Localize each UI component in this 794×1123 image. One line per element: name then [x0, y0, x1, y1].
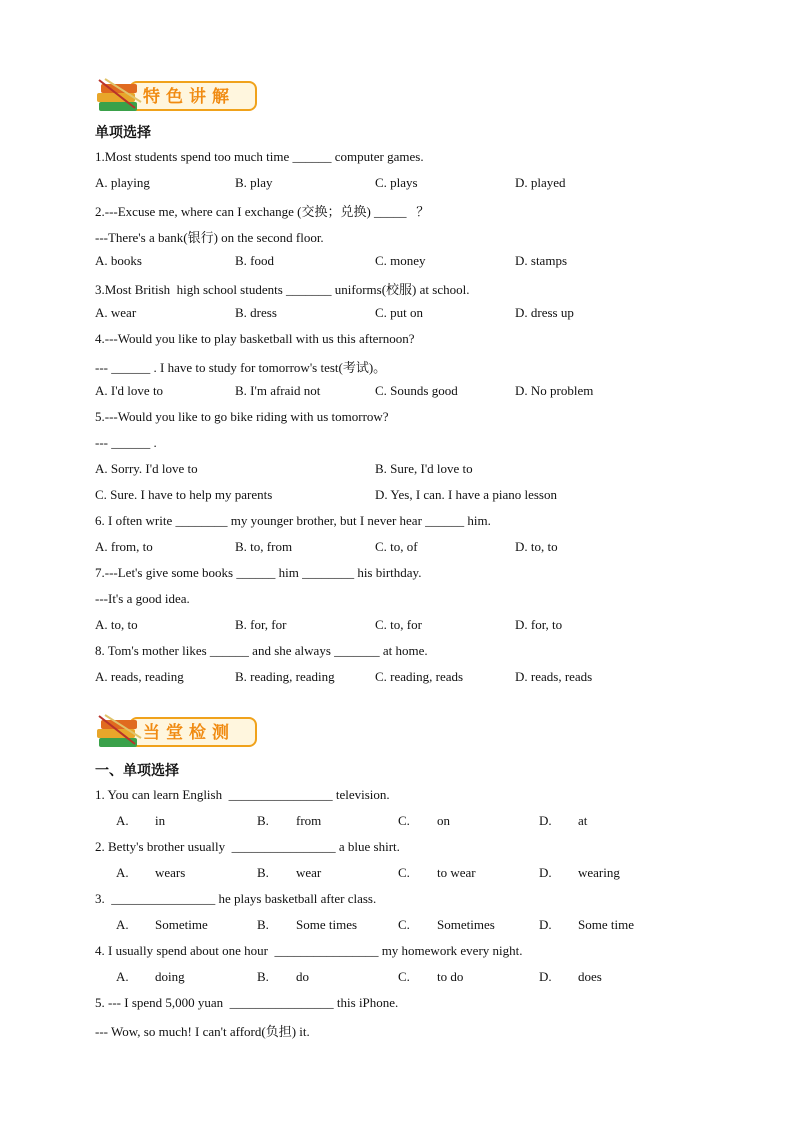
option-a: A. books	[95, 253, 142, 268]
option-b: B. dress	[235, 305, 277, 320]
question-stem: 2.---Excuse me, where can I exchange (交换；兑换) _____ ？	[95, 204, 430, 219]
option-a: A. Sorry. I'd love to	[95, 461, 198, 476]
section-heading: 单项选择	[95, 125, 151, 141]
option-letter: A.	[116, 865, 129, 880]
question-reply: ---It's a good idea.	[95, 591, 190, 606]
option-a: Sometime	[155, 917, 208, 932]
option-c: C. put on	[375, 305, 424, 320]
question-stem: 3.Most British high school students _______ uniforms(校服) at school.	[95, 282, 470, 297]
option-letter: C.	[398, 917, 410, 932]
option-letter: C.	[398, 969, 410, 984]
question-stem: 1. You can learn English ________________ television.	[95, 787, 390, 802]
option-d: D. No problem	[515, 383, 594, 398]
option-b: B. reading, reading	[235, 669, 335, 684]
option-letter: D.	[539, 813, 552, 828]
option-letter: C.	[398, 865, 410, 880]
question-stem: 4. I usually spend about one hour ________________ my homework every night.	[95, 943, 523, 958]
option-d: D. to, to	[515, 539, 558, 554]
option-c: to do	[437, 969, 464, 984]
option-b: do	[296, 969, 309, 984]
option-c: C. money	[375, 253, 426, 268]
option-d: D. reads, reads	[515, 669, 593, 684]
option-letter: B.	[257, 813, 269, 828]
question-stem: 4.---Would you like to play basketball with us this afternoon?	[95, 331, 415, 346]
question-reply: ---There's a bank(银行) on the second floor.	[95, 230, 324, 245]
option-c: C. to, for	[375, 617, 422, 632]
section-banner-classroom-test	[95, 714, 257, 750]
option-a: wears	[155, 865, 186, 880]
option-b: B. play	[235, 175, 273, 190]
option-letter: B.	[257, 969, 269, 984]
option-c: C. Sounds good	[375, 383, 458, 398]
option-b: Some times	[296, 917, 358, 932]
question-stem: 3. ________________ he plays basketball after class.	[95, 891, 377, 906]
question-stem: 7.---Let's give some books ______ him ________ his birthday.	[95, 565, 422, 580]
option-letter: D.	[539, 865, 552, 880]
option-d: wearing	[578, 865, 620, 880]
option-d: D. Yes, I can. I have a piano lesson	[375, 487, 557, 502]
section-heading: 一、单项选择	[95, 763, 179, 779]
section-banner-features	[95, 78, 257, 114]
option-b: B. I'm afraid not	[235, 383, 321, 398]
option-letter: A.	[116, 813, 129, 828]
option-a: A. from, to	[95, 539, 153, 554]
option-a: A. wear	[95, 305, 137, 320]
option-c: to wear	[437, 865, 476, 880]
option-b: B. food	[235, 253, 274, 268]
option-b: B. Sure, I'd love to	[375, 461, 473, 476]
option-a: A. playing	[95, 175, 150, 190]
question-reply: --- Wow, so much! I can't afford(负担) it.	[95, 1024, 310, 1039]
option-d: D. for, to	[515, 617, 563, 632]
question-stem: 5. --- I spend 5,000 yuan ________________ this iPhone.	[95, 995, 399, 1010]
option-letter: D.	[539, 969, 552, 984]
option-a: A. I'd love to	[95, 383, 164, 398]
question-reply: --- ______ .	[95, 435, 157, 450]
option-letter: D.	[539, 917, 552, 932]
option-a: A. to, to	[95, 617, 138, 632]
option-letter: C.	[398, 813, 410, 828]
banner-title: 特色讲解	[143, 87, 235, 107]
option-c: C. to, of	[375, 539, 418, 554]
option-d: Some time	[578, 917, 634, 932]
option-letter: B.	[257, 865, 269, 880]
banner-title: 当堂检测	[143, 723, 235, 743]
option-b: wear	[296, 865, 322, 880]
option-b: B. for, for	[235, 617, 287, 632]
option-letter: B.	[257, 917, 269, 932]
option-a: doing	[155, 969, 185, 984]
option-b: from	[296, 813, 322, 828]
option-a: A. reads, reading	[95, 669, 184, 684]
question-stem: 5.---Would you like to go bike riding with us tomorrow?	[95, 409, 389, 424]
option-d: does	[578, 969, 602, 984]
question-reply: --- ______ . I have to study for tomorrow's test(考试)。	[95, 360, 387, 375]
option-b: B. to, from	[235, 539, 293, 554]
option-d: D. played	[515, 175, 566, 190]
question-stem: 1.Most students spend too much time ______ computer games.	[95, 149, 424, 164]
option-d: at	[578, 813, 588, 828]
option-letter: A.	[116, 917, 129, 932]
option-a: in	[155, 813, 166, 828]
option-letter: A.	[116, 969, 129, 984]
option-c: C. Sure. I have to help my parents	[95, 487, 273, 502]
option-d: D. dress up	[515, 305, 574, 320]
option-c: Sometimes	[437, 917, 495, 932]
option-c: C. plays	[375, 175, 418, 190]
option-d: D. stamps	[515, 253, 567, 268]
question-stem: 2. Betty's brother usually ________________ a blue shirt.	[95, 839, 400, 854]
question-stem: 8. Tom's mother likes ______ and she always _______ at home.	[95, 643, 428, 658]
question-stem: 6. I often write ________ my younger brother, but I never hear ______ him.	[95, 513, 491, 528]
option-c: C. reading, reads	[375, 669, 464, 684]
option-c: on	[437, 813, 450, 828]
